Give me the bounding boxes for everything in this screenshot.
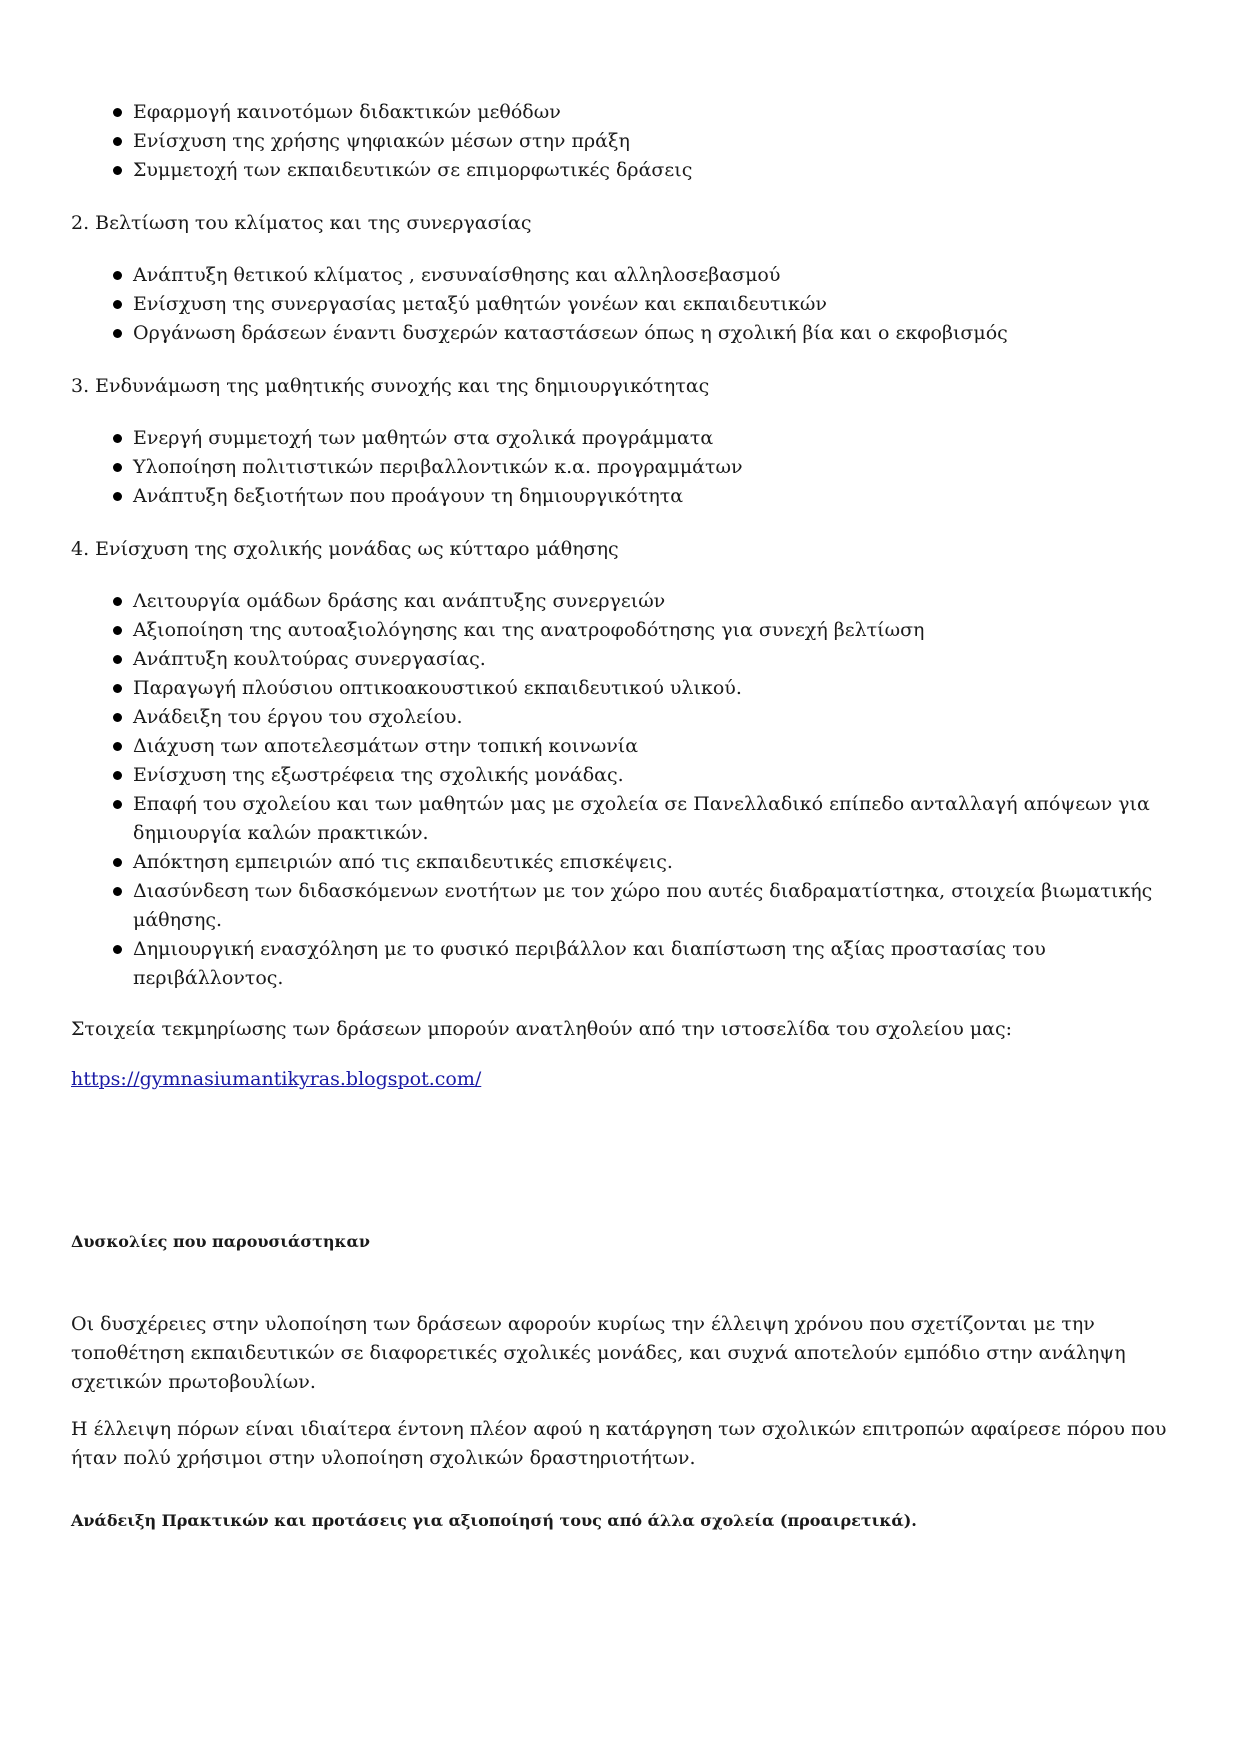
- section-4-list: [71, 587, 1171, 993]
- documentation-link-line: [71, 1065, 1171, 1094]
- list-item: Ενίσχυση της συνεργασίας μεταξύ μαθητών γονέων και εκπαιδευτικών: [133, 290, 1171, 319]
- practices-heading: Ανάδειξη Πρακτικών και προτάσεις για αξιοποίησή τους από άλλα σχολεία (προαιρετικά).: [71, 1511, 917, 1530]
- list-item: Συμμετοχή των εκπαιδευτικών σε επιμορφωτικές δράσεις: [133, 156, 1171, 185]
- section-3-heading: 3. Ενδυνάμωση της μαθητικής συνοχής και της δημιουργικότητας: [71, 375, 710, 397]
- section-2-list: [71, 261, 1171, 348]
- list-item: Εφαρμογή καινοτόμων διδακτικών μεθόδων: [133, 98, 1171, 127]
- bullet-list-top: [71, 98, 1171, 185]
- difficulties-paragraph-2: Η έλλειψη πόρων είναι ιδιαίτερα έντονη πλέον αφού η κατάργηση των σχολικών επιτροπών αφαίρεσε πόρου που ήταν πολύ χρήσιμοι στην υλοποίηση σχολικών δραστηριοτήτων.: [71, 1418, 1167, 1469]
- list-item: Ανάπτυξη δεξιοτήτων που προάγουν τη δημιουργικότητα: [133, 482, 1171, 511]
- list-item: Ενίσχυση της χρήσης ψηφιακών μέσων στην πράξη: [133, 127, 1171, 156]
- list-item: Ενίσχυση της εξωστρέφεια της σχολικής μονάδας.: [133, 761, 1171, 790]
- document-page: [71, 98, 1171, 1535]
- list-item: Επαφή του σχολείου και των μαθητών μας με σχολεία σε Πανελλαδικό επίπεδο ανταλλαγή απόψεων για δημιουργία καλών πρακτικών.: [133, 790, 1171, 848]
- list-item: Παραγωγή πλούσιου οπτικοακουστικού εκπαιδευτικού υλικού.: [133, 674, 1171, 703]
- difficulties-heading: Δυσκολίες που παρουσιάστηκαν: [71, 1232, 370, 1251]
- list-item: Διάχυση των αποτελεσμάτων στην τοπική κοινωνία: [133, 732, 1171, 761]
- section-3-list: [71, 424, 1171, 511]
- list-item: Ανάδειξη του έργου του σχολείου.: [133, 703, 1171, 732]
- list-item: Οργάνωση δράσεων έναντι δυσχερών καταστάσεων όπως η σχολική βία και ο εκφοβισμός: [133, 319, 1171, 348]
- section-4-heading: 4. Ενίσχυση της σχολικής μονάδας ως κύτταρο μάθησης: [71, 538, 619, 560]
- list-item: Δημιουργική ενασχόληση με το φυσικό περιβάλλον και διαπίστωση της αξίας προστασίας του περιβάλλοντος.: [133, 935, 1171, 993]
- documentation-text: Στοιχεία τεκμηρίωσης των δράσεων μπορούν ανατληθούν από την ιστοσελίδα του σχολείου μας:: [71, 1018, 1013, 1040]
- section-2-heading: 2. Βελτίωση του κλίματος και της συνεργασίας: [71, 212, 532, 234]
- list-item: Ανάπτυξη θετικού κλίματος , ενσυναίσθησης και αλληλοσεβασμού: [133, 261, 1171, 290]
- list-item: Απόκτηση εμπειριών από τις εκπαιδευτικές επισκέψεις.: [133, 848, 1171, 877]
- school-website-link[interactable]: https://gymnasiumantikyras.blogspot.com/: [71, 1068, 482, 1090]
- list-item: Υλοποίηση πολιτιστικών περιβαλλοντικών κ.α. προγραμμάτων: [133, 453, 1171, 482]
- difficulties-paragraph-1: Οι δυσχέρειες στην υλοποίηση των δράσεων αφορούν κυρίως την έλλειψη χρόνου που σχετίζονται με την τοποθέτηση εκπαιδευτικών σε διαφορετικές σχολικές μονάδες, και συχνά αποτελούν εμπόδιο στην ανάληψη σχετικών πρωτοβουλίων.: [71, 1313, 1126, 1393]
- list-item: Αξιοποίηση της αυτοαξιολόγησης και της ανατροφοδότησης για συνεχή βελτίωση: [133, 616, 1171, 645]
- list-item: Ενεργή συμμετοχή των μαθητών στα σχολικά προγράμματα: [133, 424, 1171, 453]
- list-item: Ανάπτυξη κουλτούρας συνεργασίας.: [133, 645, 1171, 674]
- list-item: Διασύνδεση των διδασκόμενων ενοτήτων με τον χώρο που αυτές διαδραματίστηκα, στοιχεία βιωματικής μάθησης.: [133, 877, 1171, 935]
- list-item: Λειτουργία ομάδων δράσης και ανάπτυξης συνεργειών: [133, 587, 1171, 616]
